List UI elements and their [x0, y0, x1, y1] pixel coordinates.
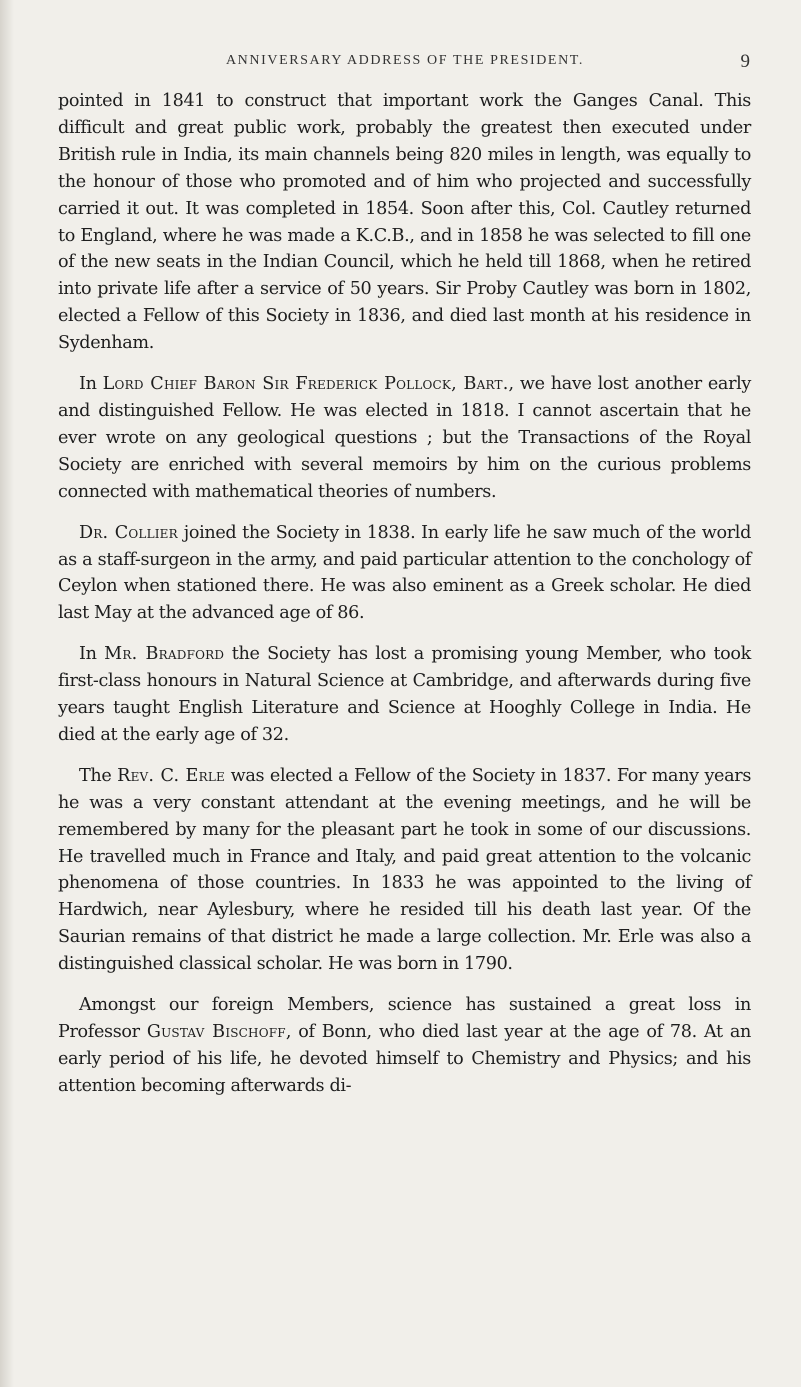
- paragraph-cautley: [58, 88, 751, 357]
- person-name: Lord Chief Baron Sir Frederick Pollock, Bart.: [102, 374, 509, 395]
- paragraph-text: , of Bonn, who died last year at the age of 78. At an early period of his life, he devoted himself to Chemistry and Physics; and his attention becoming afterwards di-: [58, 1022, 752, 1096]
- running-head: [60, 53, 750, 77]
- running-title: ANNIVERSARY ADDRESS OF THE PRESIDENT.: [225, 53, 585, 68]
- person-name: Gustav Bischoff: [146, 1022, 286, 1042]
- paragraph-text: pointed in 1841 to construct that important work the Ganges Canal. This difficult and great public work, probably the greatest then executed under British rule in India, its main channels being 820 miles in length, was equally to the honour of those who promoted and of him who projected and successfully carried it out. It was completed in 1854. Soon after this, Col. Cautley returned to England, where he was made a K.C.B., and in 1858 he was selected to fill one of the new seats in the Indian Council, which he held till 1868, when he retired into private life after a service of 50 years. Sir Proby Cautley was born in 1802, elected a Fellow of this Society in 1836, and died last month at his residence in Sydenham.: [58, 91, 751, 354]
- paragraph-text: In: [79, 374, 103, 395]
- binding-shadow: [0, 0, 14, 1387]
- person-name: Mr. Bradford: [104, 644, 225, 665]
- person-name: Dr. Collier: [79, 522, 178, 543]
- paragraph-bradford: [58, 641, 751, 749]
- page-number: 9: [740, 51, 750, 72]
- paragraph-bischoff: [58, 992, 751, 1100]
- paragraph-text: In: [79, 644, 105, 665]
- paragraph-text: the Society has lost a promising young Member, who took first-class honours in Natural Science at Cambridge, and afterwards during five years taught English Literature and Science at Hooghly College in India. He died at the early age of 32.: [58, 644, 751, 745]
- paragraph-collier: [58, 520, 751, 628]
- paragraph-erle: [58, 763, 751, 978]
- paragraph-pollock: [58, 371, 751, 506]
- paragraph-text: The: [79, 765, 118, 786]
- paragraph-text: , we have lost another early and distinguished Fellow. He was elected in 1818. I cannot ascertain that he ever wrote on any geological questions ; but the Transactions of the Royal Society are enriched with several memoirs by him on the curious problems connected with mathematical theories of numbers.: [58, 374, 752, 502]
- body-text: [58, 88, 751, 1114]
- person-name: Rev. C. Erle: [117, 765, 225, 786]
- paragraph-text: joined the Society in 1838. In early life he saw much of the world as a staff-surgeon in the army, and paid particular attention to the conchology of Ceylon when stationed there. He was also eminent as a Greek scholar. He died last May at the advanced age of 86.: [58, 522, 751, 624]
- paragraph-text: Amongst our foreign Members, science has sustained a great loss in Professor: [58, 995, 751, 1042]
- paragraph-text: was elected a Fellow of the Society in 1837. For many years he was a very constant attendant at the evening meetings, and he will be remembered by many for the pleasant part he took in some of our discussions. He travelled much in France and Italy, and paid great attention to the volcanic phenomena of those countries. In 1833 he was appointed to the living of Hardwich, near Aylesbury, where he resided till his death last year. Of the Saurian remains of that district he made a large collection. Mr. Erle was also a distinguished classical scholar. He was born in 1790.: [58, 765, 752, 975]
